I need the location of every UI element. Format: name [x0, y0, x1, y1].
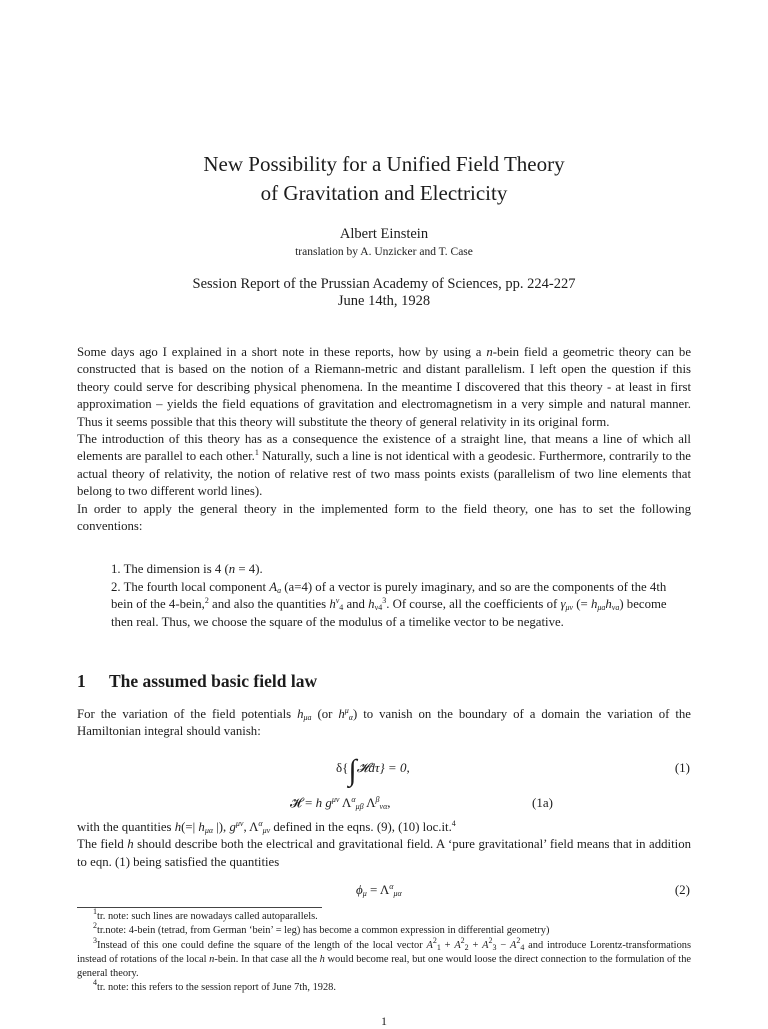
footnote-ref-3: 3	[382, 596, 387, 606]
footnotes	[77, 907, 692, 996]
footnote-1: $^1$tr. note: such lines are nowadays called autoparallels.	[93, 907, 318, 922]
intro-text	[77, 344, 691, 535]
convention-item-2: 2. The fourth local component $A_a$ (a=4) of a vector is purely imaginary, and so are the components of the 4th bein of the 4-bein,$^2$ and also the quantities $h^\nu_4$ and $h_{\nu 4}^3$. Of course, all the coefficients of $\gamma_{\mu\nu}$ (= $h_{\mu a}h_{\nu a}$) become then real. Thus, we choose the square of the modulus of a timelike vector to be negative.	[111, 580, 667, 629]
footnote-3: $^3$Instead of this one could define the square of the length of the local vector $A^2_1 + A^2_2 + A^2_3 - A^2_4$ and introduce Lorentz-transformations instead of rotations of the local n-bein. In that case all the h would become real, but one would loose the direct connection to the formulation of the general theory.	[77, 935, 692, 980]
section-heading-1: 1 The assumed basic field law	[77, 671, 318, 691]
equation-2-number: (2)	[674, 882, 690, 897]
equation-1-number: (1)	[674, 760, 690, 775]
intro-paragraph-1: Some days ago I explained in a short note in these reports, how by using a n-bein field a geometric theory can be constructed that is based on the notion of a Riemann-metric and distant parallelism. I left open the question if this theory could serve for describing physical phenomena. In the meantime I discovered that this theory - at least in first approximation – yields the field equations of gravitation and electromagnetism in a very simple and natural manner. Thus it seems possible that this theory will substitute the theory of general relativity in its original form.	[77, 345, 692, 429]
paper-title-line-1: New Possibility for a Unified Field Theory	[203, 152, 565, 176]
author-name: Albert Einstein	[339, 226, 429, 242]
footnote-ref-1: 1	[254, 448, 259, 458]
footnote-ref-4: 4	[451, 819, 456, 828]
footnote-divider	[77, 907, 322, 908]
footnote-4: $^4$tr. note: this refers to the session report of June 7th, 1928.	[93, 978, 336, 994]
equation-1: δ{∫𝓗dτ} = 0,	[336, 754, 410, 787]
publication-date: June 14th, 1928	[337, 293, 431, 309]
section-1-paragraph-1: For the variation of the field potentials $h_{\mu a}$ (or $h^\mu_\alpha$) to vanish on the boundary of a domain the variation of the Hamiltonian integral should vanish:	[77, 706, 691, 739]
equation-2: $\phi_\mu = \Lambda^\alpha_{\mu\alpha}$	[356, 882, 402, 898]
footnote-2: $^2$tr.note: 4-bein (tetrad, from German ‘bein’ = leg) has become a common expression in differential geometry)	[93, 921, 550, 937]
section-1-paragraph-2: with the quantities h(=| $h_{\mu\alpha}$ |), $g^{\mu\nu}$, $\Lambda^\alpha_{\mu\nu}$ defined in the eqns. (9), (10) loc.it.$^4$ The field h should describe both the electrical and gravitational field. A ‘pure gravitational’ field means that in addition to eqn. (1) being satisfied the quantities	[77, 819, 691, 869]
intro-paragraph-2: The introduction of this theory has as a consequence the existence of a straight line, that means a line of which all elements are parallel to each other.$^1$ Naturally, such a line is not identical with a geodesic. Furthermore, contrarily to the actual theory of relativity, the notion of relative rest of two mass points exists (parallelism of two line elements that belong to two different world lines).	[77, 432, 691, 499]
page-number: 1	[381, 1014, 387, 1028]
paper-title-line-2: of Gravitation and Electricity	[260, 181, 508, 205]
intro-paragraph-3: In order to apply the general theory in the implemented form to the field theory, one has to set the following conventions:	[77, 501, 691, 534]
convention-item-1: 1. The dimension is 4 (n = 4).	[111, 562, 263, 576]
equation-1a-number: (1a)	[532, 795, 553, 810]
footnote-ref-2: 2	[204, 596, 209, 606]
session-report-line: Session Report of the Prussian Academy of Sciences, pp. 224-227	[192, 276, 576, 292]
equation-1a: 𝓗 = h $g^{\mu\nu}$ $\Lambda^\alpha_{\mu\beta}$ $\Lambda^\beta_{\nu\alpha}$,	[290, 795, 391, 811]
translator-credit: translation by A. Unzicker and T. Case	[295, 246, 473, 258]
